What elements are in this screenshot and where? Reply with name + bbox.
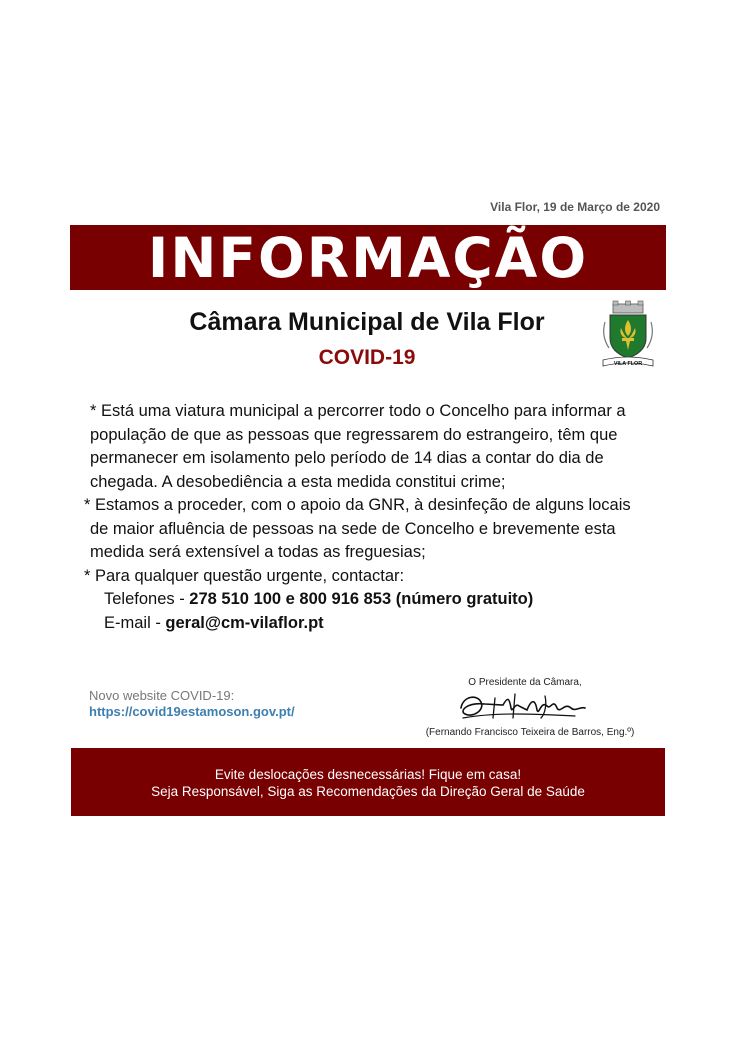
municipal-crest-icon [597,300,659,372]
website-link[interactable]: https://covid19estamoson.gov.pt/ [89,704,295,719]
title-banner [70,225,666,290]
text-line: * Está uma viatura municipal a percorrer todo o Concelho para informar a [90,402,626,420]
text-line: permanecer em isolamento pelo período de 14 dias a contar do dia de [90,449,604,467]
topic-subtitle: COVID-19 [318,346,416,369]
footer-line-2: Seja Responsável, Siga as Recomendações da Direção Geral de Saúde [151,784,585,799]
organization-name: Câmara Municipal de Vila Flor [189,308,545,336]
signatory-name: (Fernando Francisco Teixeira de Barros, Eng.º) [425,727,635,738]
email-label: E-mail - [104,613,166,632]
text-line: * Estamos a proceder, com o apoio da GNR, à desinfeção de alguns locais [84,496,631,514]
crest-label: VILA FLOR [613,360,643,367]
document-date: Vila Flor, 19 de Março de 2020 [490,200,660,214]
phone-numbers: 278 510 100 e 800 916 853 (número gratuito) [189,590,534,608]
paragraph-disinfection [84,494,664,565]
footer-line-1: Evite deslocações desnecessárias! Fique em casa! [214,767,522,782]
email-address: geral@cm-vilaflor.pt [165,613,324,632]
signatory-title: O Presidente da Câmara, [468,677,582,688]
paragraph-contact [84,565,664,589]
contact-phones [84,588,664,612]
text-line: medida será extensível a todas as freguesias; [90,543,426,561]
text-line: * Para qualquer questão urgente, contactar: [84,566,405,585]
handwritten-signature-icon [455,688,590,724]
text-line: de maior afluência de pessoas na sede de Concelho e brevemente esta [90,519,616,538]
contact-email [84,612,664,636]
text-line: chegada. A desobediência a esta medida constitui crime; [90,472,506,491]
website-label: Novo website COVID-19: [89,688,235,703]
phone-label: Telefones - [104,590,190,608]
banner-title: INFORMAÇÃO [147,226,589,290]
text-line: população de que as pessoas que regressarem do estrangeiro, têm que [90,425,618,444]
footer-banner [71,748,665,816]
paragraph-isolation [84,400,664,494]
announcement-body [84,400,664,635]
